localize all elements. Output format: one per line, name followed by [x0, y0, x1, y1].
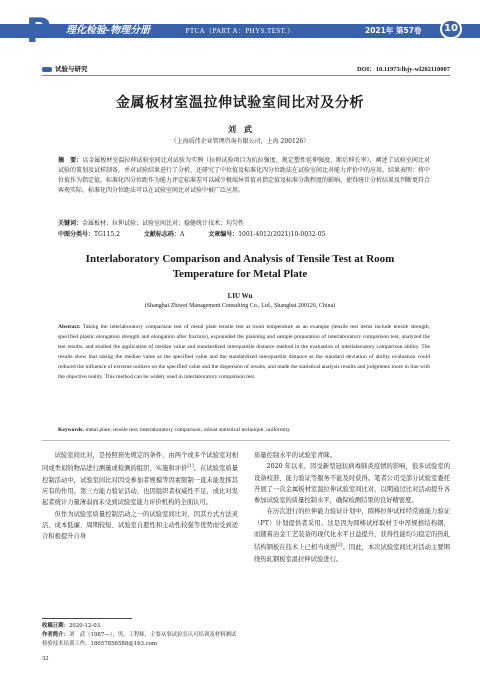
footnote	[42, 622, 238, 649]
journal-subtitle: PTCA（PART A：PHYS.TEST.）	[185, 27, 295, 35]
divider	[42, 440, 450, 441]
paragraph: 2020 年以来，因受新型冠状病毒肺炎疫情的影响，很多试验室的设备校准、能力验证等服务不能及时获得。笔者公司受部分试验室委托开展了一次金属板材室温拉伸试验室间比对，以期通过比对活动提升各参加试验室的质量控制水平，确保检测结果的良好精密度。	[254, 463, 450, 505]
paragraph: 试验室间比对，是按照预先规定的条件，由两个或多个试验室对相同或类似的物品进行测量或检测的组织、实施和评价[1]。在试验室质量控制活动中，试验室间比对因受参加者规模等因素限制一直未能发挥其应有的作用。第三方能力验证活动，也因组织者权威性不足，或比对发起者统计力量薄弱而未受到试验室能力评价机构的全面认可。	[42, 452, 239, 507]
keywords-label: 关键词：	[58, 220, 83, 227]
paragraph: 质量控制水平的试验室青睐。	[254, 452, 336, 459]
title-english: Interlaboratory Comparison and Analysis of Tensile Test at Room Temperature for Metal Plate	[85, 253, 395, 280]
abstract-english	[58, 322, 430, 382]
abstract-en-label: Abstract:	[58, 324, 81, 330]
page-number: 32	[42, 655, 49, 662]
keywords-en-text: metal plate; tensile test; interlaboratory comparison; robust statistical technique; uniformity	[84, 427, 291, 433]
keywords-english	[58, 425, 430, 435]
abstract-label: 摘 要：	[58, 157, 83, 164]
paragraph: 但作为试验室质量控制活动之一的试验室间比对，因其方式方法灵活、成本低廉、周期较短、试验室自愿性和主动性较强等优势而受到适合积极提升自身	[42, 510, 238, 541]
abstract-en-text: Taking the interlaboratory comparison test of metal plate tensile test at room temperature as an example (tensile test items include tensile strength, specified plastic elongation strength and elongation after fracture), expounded the planning and sample preparation of interlaboratory comparison test, analyzed the test results, and studied the application of median value and standardized interquartile distance method in the evaluation of interlaboratory comparison ability. The results show that taking the median value as the specified value and the standardized interquartile distance as the standard deviation of ability evaluation could reduced the influence of extreme outliers on the specified value and the dispersion of results, and made the statistical analysis results and judgments more in line with the objective reality. This method can be widely used in interlaboratory comparison test.	[58, 324, 430, 380]
body-column-right	[254, 450, 450, 565]
author-bio: 作者简介：刘 武（1987—），男，工程师，主要从事试验室认可培训及材料测试检验技术培训工作，18657856588@163.com	[42, 632, 237, 647]
citation: [2]	[336, 543, 343, 549]
section-tag-label: 试验与研究	[55, 65, 88, 73]
body-column-left	[42, 450, 238, 542]
logo-letter: P	[26, 11, 51, 51]
author-chinese: 刘 武	[228, 125, 252, 134]
issue-info: 2021年 第57卷	[365, 26, 422, 35]
document-code: 文献标志码：A	[143, 231, 185, 238]
abstract-text: 以金属板材室温拉伸试验室间比对试验为实例（拉伸试验项目为抗拉强度、规定塑性延伸强度、断后伸长率），阐述了试验室间比对试验的策划及试样制备，并对试验结果进行了分析，还研究了中位值及标准化四分位距法在试验室间比对能力评价中的应用。结果表明：将中位值作为指定值，标准化四分位距作为能力评定标准差可以减少极端异常值对指定值及标准分散程度的影响，使得统计分析结果及判断更符合客观实际。标准化四分位距法可以在试验室间比对试验中被广泛应用。	[58, 157, 431, 194]
classification-row	[58, 230, 430, 240]
issue-number-tab: 10	[440, 19, 462, 39]
paragraph: 在历次进行的拉伸能力验证计划中，圆棒拉伸试样经常被能力验证（PT）计划提供者采用。这是因为圆棒试样取材于中厚规格结构钢，而随着冶金工艺装备的现代化水平日益提升，获得性能均匀稳定的热轧结构钢板在技术上已相当成熟[2]。因此，本次试验室间比对活动主要围绕热轧钢板室温拉伸试验进行。	[254, 508, 451, 563]
footnote-divider	[42, 618, 132, 619]
keywords-en-label: Keywords:	[58, 427, 85, 433]
section-tag	[42, 64, 88, 73]
citation: [1]	[187, 464, 194, 470]
clc-number: 中图分类号：TG115.2	[58, 231, 120, 238]
keywords-text: 金属板材；拉伸试验；试验室间比对；稳健统计技术；均匀性	[82, 220, 245, 227]
doi: DOI：10.11973/lhjy-wl202110007	[357, 66, 450, 73]
affiliation-chinese: （上海质伟企业管理咨询有限公司，上海 200126）	[170, 138, 310, 145]
keywords-chinese	[58, 219, 430, 229]
journal-header	[0, 0, 480, 50]
divider	[42, 75, 450, 76]
abstract-chinese	[58, 156, 430, 196]
affiliation-english: (Shanghai Zhiwei Management Consulting Co., Ltd., Shanghai 200126, China)	[144, 303, 336, 309]
article-id: 文章编号：1001-4012(2021)10-0032-05	[208, 231, 326, 238]
received-date: 收稿日期：2020-12-03	[42, 623, 101, 629]
author-english: LIU Wu	[227, 292, 253, 300]
title-chinese: 金属板材室温拉伸试验室间比对及分析	[115, 95, 365, 111]
journal-name: 理化检验-物理分册	[66, 25, 151, 36]
section-tag-icon	[42, 67, 52, 72]
